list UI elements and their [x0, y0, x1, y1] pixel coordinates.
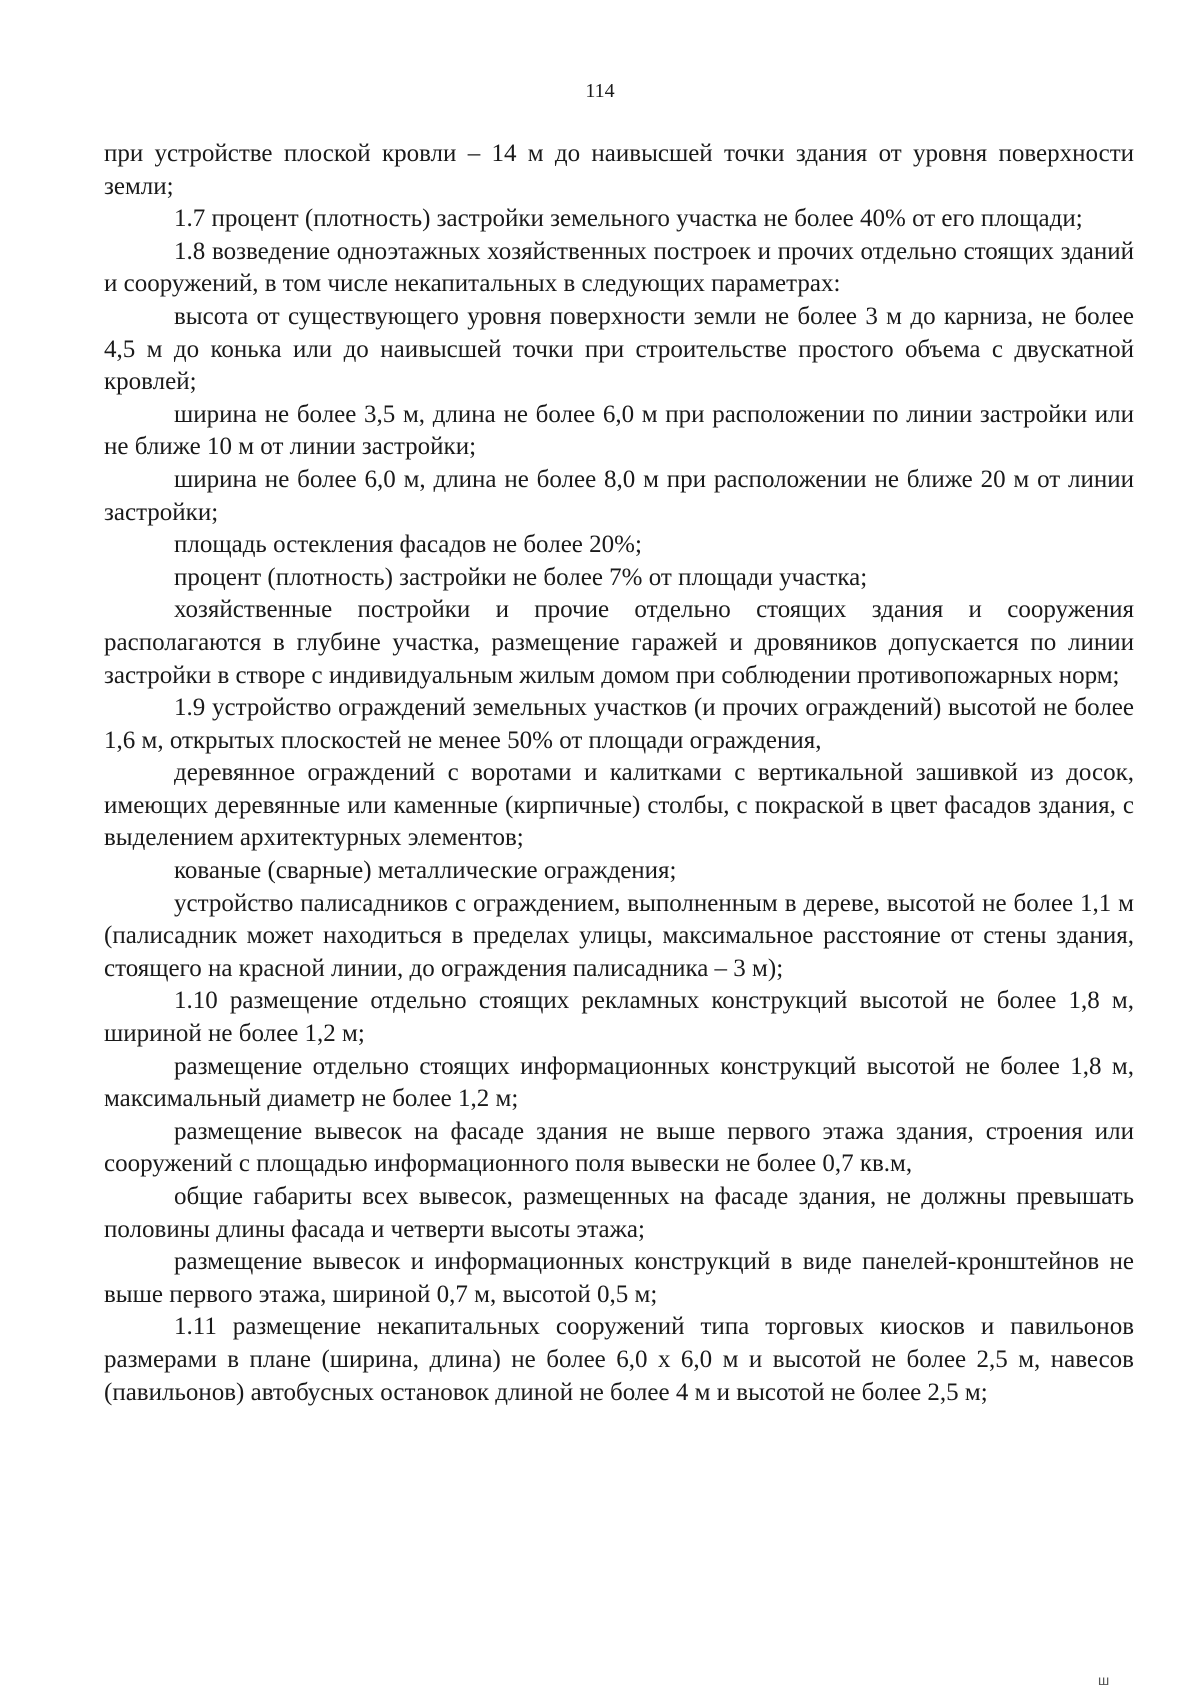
paragraph-width-small: ширина не более 3,5 м, длина не более 6,0 м при расположении по линии застройки или не ближе 10 м от линии застройки; [104, 400, 1134, 461]
paragraph-info-structures: размещение отдельно стоящих информационных конструкций высотой не более 1,8 м, максимальный диаметр не более 1,2 м; [104, 1052, 1134, 1113]
paragraph-1-7: 1.7 процент (плотность) застройки земельного участка не более 40% от его площади; [174, 205, 1083, 233]
paragraph-wooden-fence: деревянное ограждений с воротами и калитками с вертикальной зашивкой из досок, имеющих деревянные или каменные (кирпичные) столбы, с покраской в цвет фасадов здания, с выделением архитектурных элементов; [104, 759, 1134, 852]
footer-scan-mark: ш [1098, 1672, 1110, 1688]
paragraph-glazing: площадь остекления фасадов не более 20%; [174, 531, 642, 559]
paragraph-bracket-panels: размещение вывесок и информационных конструкций в виде панелей-кронштейнов не выше первого этажа, шириной 0,7 м, высотой 0,5 м; [104, 1248, 1134, 1308]
paragraph-signboards: размещение вывесок на фасаде здания не выше первого этажа здания, строения или сооружений с площадью информационного поля вывески не более 0,7 кв.м, [104, 1117, 1134, 1178]
paragraph-density: процент (плотность) застройки не более 7% от площади участка; [174, 563, 868, 591]
paragraph-1-11: 1.11 размещение некапитальных сооружений типа торговых киосков и павильонов размерами в плане (ширина, длина) не более 6,0 x 6,0 м и высотой не более 2,5 м, навесов (павильонов) автобусных остановок длиной не более 4 м и высотой не более 2,5 м; [104, 1313, 1134, 1406]
paragraph-height: высота от существующего уровня поверхности земли не более 3 м до карниза, не более 4,5 м до конька или до наивысшей точки при строительстве простого объема с двускатной кровлей; [104, 302, 1134, 396]
paragraph-width-large: ширина не более 6,0 м, длина не более 8,0 м при расположении не ближе 20 м от линии застройки; [104, 465, 1134, 526]
document-body [104, 138, 1134, 1409]
paragraph-outbuildings: хозяйственные постройки и прочие отдельно стоящих здания и сооружения располагаются в глубине участка, размещение гаражей и дровяников допускается по линии застройки в створе с индивидуальным жилым домом при соблюдении противопожарных норм; [104, 596, 1134, 689]
paragraph-1-10: 1.10 размещение отдельно стоящих рекламных конструкций высотой не более 1,8 м, шириной не более 1,2 м; [104, 987, 1134, 1048]
page-number: 114 [585, 80, 615, 102]
paragraph-continuation: при устройстве плоской кровли – 14 м до наивысшей точки здания от уровня поверхности земли; [104, 140, 1134, 200]
paragraph-signboard-dimensions: общие габариты всех вывесок, размещенных на фасаде здания, не должны превышать половины длины фасада и четверти высоты этажа; [104, 1183, 1134, 1243]
paragraph-1-9: 1.9 устройство ограждений земельных участков (и прочих ограждений) высотой не более 1,6 м, открытых плоскостей не менее 50% от площади ограждения, [104, 694, 1134, 754]
paragraph-front-garden: устройство палисадников с ограждением, выполненным в дереве, высотой не более 1,1 м (палисадник может находиться в пределах улицы, максимальное расстояние от стены здания, стоящего на красной линии, до ограждения палисадника – 3 м); [104, 889, 1134, 982]
paragraph-forged-fence: кованые (сварные) металлические ограждения; [174, 857, 677, 885]
paragraph-1-8: 1.8 возведение одноэтажных хозяйственных построек и прочих отдельно стоящих зданий и сооружений, в том числе некапитальных в следующих параметрах: [104, 237, 1134, 298]
